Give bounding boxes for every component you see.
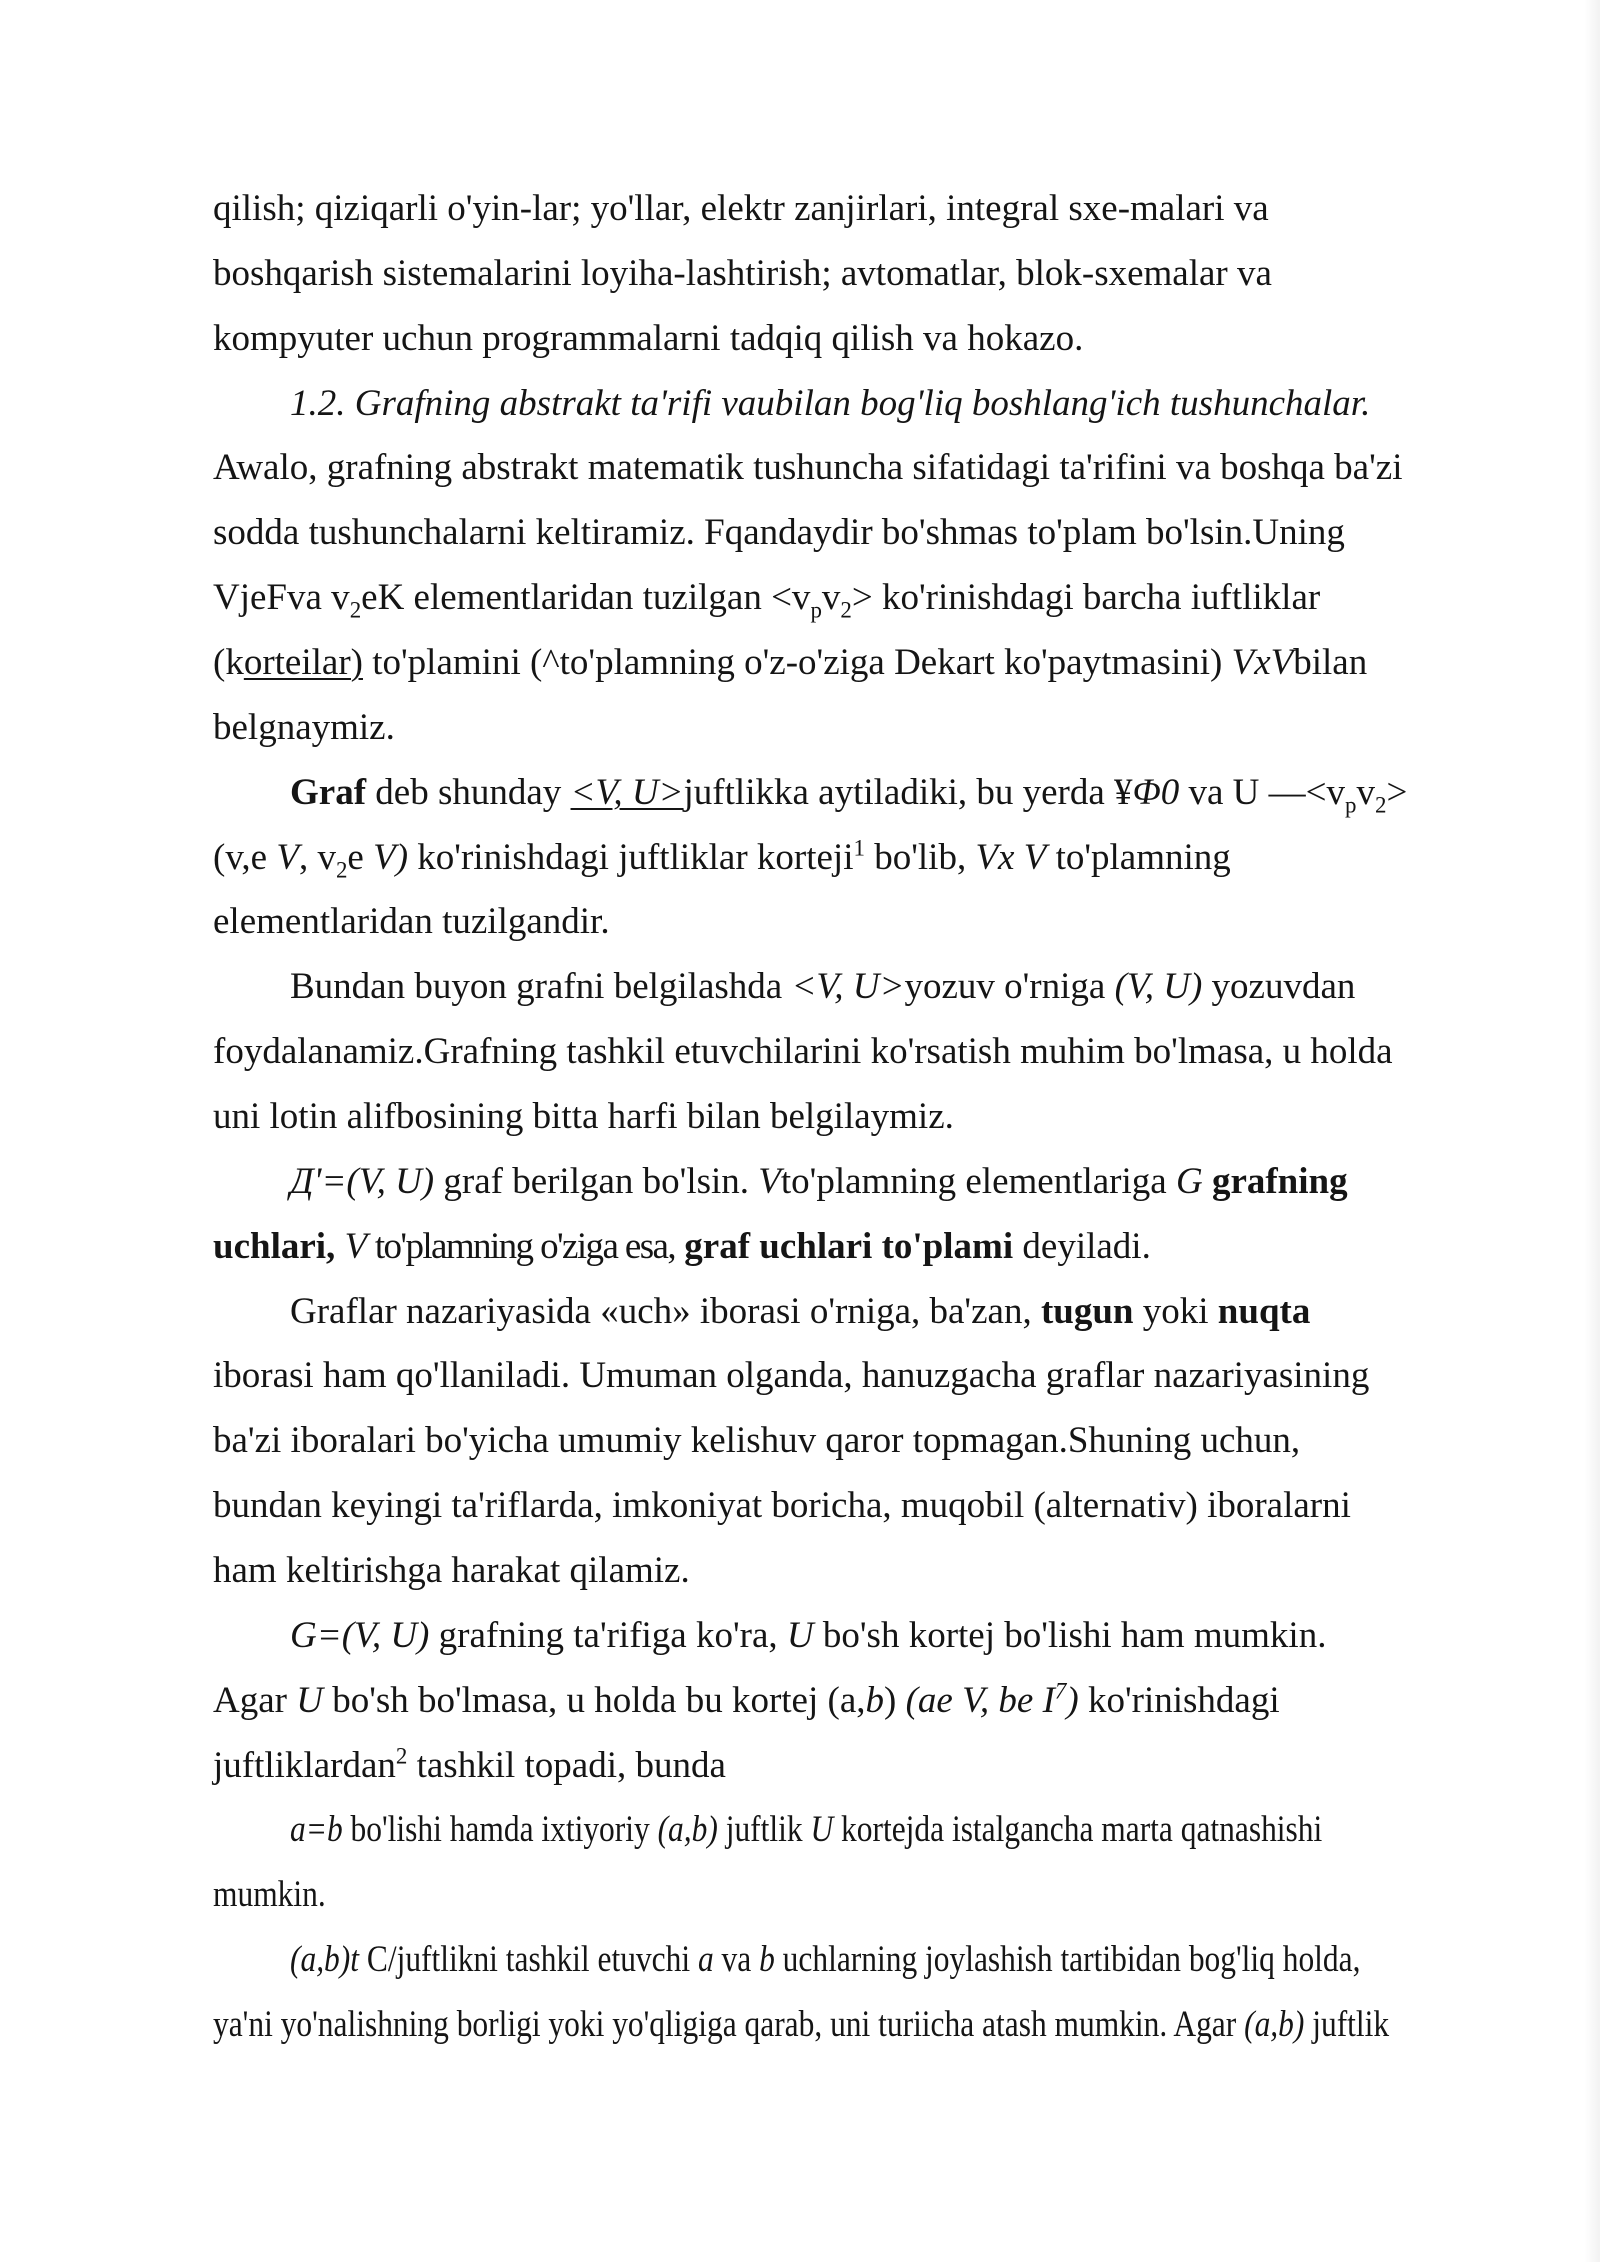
text-run: ko'rinishdagi juftliklar korteji	[408, 836, 854, 878]
text-run: > ko'rinishdagi barcha iuftliklar	[851, 577, 1321, 619]
condensed-text	[213, 1993, 1389, 2058]
math-notation: a	[697, 1939, 714, 1981]
text-line	[0, 177, 1600, 242]
bold-term: graf uchlari to'plami	[684, 1225, 1014, 1267]
condensed-text	[213, 1863, 326, 1928]
text-run	[675, 1226, 684, 1267]
text-run: eK elementlaridan tuzilgan <v	[361, 577, 811, 619]
body-text	[0, 177, 1600, 2058]
text-run: Awalo, grafning abstrakt matematik tushuncha sifatidagi ta'rifini va boshqa ba'zi	[213, 447, 1403, 489]
text-run: v	[821, 577, 841, 619]
text-run: bo'lib,	[864, 836, 976, 878]
text-run: to'plamning	[1046, 836, 1231, 878]
subscript: 2	[349, 597, 362, 623]
superscript: 7	[1054, 1678, 1067, 1704]
math-notation: VxV	[1231, 642, 1294, 684]
math-notation: (a,b)	[657, 1809, 718, 1851]
text-run	[1203, 1161, 1212, 1202]
text-run: bo'sh bo'lmasa, u holda bu kortej (a,	[322, 1679, 866, 1721]
text-run: bo'lishi hamda ixtiyoriy	[342, 1809, 658, 1851]
text-line	[0, 1409, 1600, 1474]
text-run: ya'ni yo'nalishning borligi yoki yo'qligiga qarab, uni turiicha atash mumkin. Agar	[213, 2004, 1245, 2046]
text-run: juftlik	[717, 1809, 811, 1851]
math-notation: G=(V, U)	[290, 1614, 430, 1656]
math-notation: V	[276, 836, 299, 878]
text-run: kortejda istalgancha marta qatnashishi	[833, 1809, 1323, 1851]
math-notation: Φ0	[1132, 771, 1180, 813]
section-heading-line	[0, 372, 1600, 437]
text-run: to'plamini (^to'plamning o'z-o'ziga Dekart ko'paytmasini)	[362, 642, 1232, 684]
footnote-marker: 2	[395, 1743, 408, 1769]
text-run: uchlarning joylashish tartibidan bog'liq holda,	[774, 1939, 1361, 1981]
math-notation: U	[786, 1614, 814, 1656]
math-notation: <V, U>	[791, 966, 905, 1008]
math-notation: V	[344, 1225, 368, 1267]
text-run: bundan keyingi ta'riflarda, imkoniyat boricha, muqobil (alternativ) iboralarni	[213, 1485, 1351, 1527]
text-line	[0, 566, 1600, 631]
text-line	[0, 1474, 1600, 1539]
text-run: sodda tushunchalarni keltiramiz. Fqandaydir bo'shmas to'plam bo'lsin.Uning	[213, 512, 1345, 554]
text-run: , v	[298, 836, 336, 878]
math-notation: )	[1066, 1679, 1079, 1721]
text-run: deyiladi.	[1013, 1225, 1151, 1267]
text-run: va U —<v	[1179, 771, 1345, 813]
math-notation: (ae V, be I	[905, 1679, 1055, 1721]
text-run: deb shunday	[366, 771, 571, 813]
text-line	[0, 631, 1600, 696]
math-notation: U	[810, 1809, 834, 1851]
condensed-text	[290, 1928, 1360, 1993]
math-notation: G	[1175, 1160, 1203, 1202]
text-line	[0, 1669, 1600, 1734]
text-line	[0, 1020, 1600, 1085]
math-notation: a=b	[290, 1809, 343, 1851]
text-line	[0, 436, 1600, 501]
text-run: )	[884, 1679, 906, 1721]
text-line	[0, 242, 1600, 307]
text-line	[0, 1928, 1600, 1993]
text-run: (v,e	[213, 836, 277, 878]
text-line	[0, 955, 1600, 1020]
text-run: elementlaridan tuzilgandir.	[213, 901, 610, 943]
subscript: 2	[335, 856, 348, 882]
text-run: yozuv o'rniga	[904, 966, 1115, 1008]
math-notation: b	[865, 1679, 884, 1721]
text-run: ba'zi iboralari bo'yicha umumiy kelishuv qaror topmagan.Shuning uchun,	[213, 1420, 1301, 1462]
text-run: >	[1386, 771, 1408, 813]
math-notation: V)	[373, 836, 409, 878]
text-run: graf berilgan bo'lsin.	[434, 1160, 759, 1202]
text-run: iborasi ham qo'llaniladi. Umuman olganda, hanuzgacha graflar nazariyasining	[213, 1355, 1370, 1397]
text-run: (k	[213, 642, 244, 684]
subscript: p	[810, 597, 822, 623]
bold-term: uchlari,	[213, 1225, 336, 1267]
text-run: mumkin.	[213, 1874, 326, 1916]
text-run: v	[1356, 771, 1375, 813]
text-run: tashkil topadi, bunda	[407, 1744, 726, 1786]
text-run: Agar	[213, 1679, 297, 1721]
text-line	[0, 696, 1600, 761]
subscript: p	[1345, 792, 1357, 818]
text-line	[0, 1150, 1600, 1215]
text-run: va	[713, 1939, 760, 1981]
footnote-marker: 1	[853, 835, 865, 861]
math-notation: V	[758, 1160, 781, 1202]
text-line	[0, 1734, 1600, 1799]
bold-term: grafning	[1211, 1160, 1348, 1202]
text-run: juftlikka aytiladiki, bu yerda ¥	[683, 771, 1133, 813]
text-line	[0, 1993, 1600, 2058]
text-run: boshqarish sistemalarini loyiha-lashtirish; avtomatlar, blok-sxemalar va	[213, 252, 1272, 294]
text-line	[0, 1798, 1600, 1863]
condensed-text	[290, 1798, 1322, 1863]
text-line	[0, 1863, 1600, 1928]
text-run: qilish; qiziqarli o'yin-lar; yo'llar, elektr zanjirlari, integral sxe-malari va	[213, 188, 1269, 229]
text-run: Bundan buyon grafni belgilashda	[290, 966, 792, 1008]
text-run	[335, 1226, 344, 1267]
text-line	[0, 1604, 1600, 1669]
bold-term: tugun	[1040, 1290, 1134, 1332]
text-line	[0, 890, 1600, 955]
text-run: juftlik	[1304, 2004, 1390, 2046]
text-line	[0, 826, 1600, 891]
text-run: ham keltirishga harakat qilamiz.	[213, 1550, 690, 1592]
math-notation: U	[296, 1679, 323, 1721]
text-run: yozuvdan	[1202, 966, 1356, 1008]
text-line	[0, 761, 1600, 826]
text-run: grafning ta'rifiga ko'ra,	[429, 1614, 787, 1656]
text-run: to'plamning elementlariga	[780, 1160, 1176, 1202]
subscript: 2	[840, 597, 852, 623]
text-line	[0, 1280, 1600, 1345]
text-run: uni lotin alifbosining bitta harfi bilan belgilaymiz.	[213, 1096, 954, 1138]
text-line	[0, 1085, 1600, 1150]
text-line	[0, 307, 1600, 372]
text-run: belgnaymiz.	[213, 706, 395, 748]
text-run: Graflar nazariyasida «uch» iborasi o'rniga, ba'zan,	[290, 1290, 1041, 1332]
math-notation: Д'=(V, U)	[290, 1160, 435, 1202]
text-run: yoki	[1133, 1290, 1218, 1332]
text-run: bo'sh kortej bo'lishi ham mumkin.	[813, 1614, 1327, 1656]
bold-term: Graf	[290, 771, 367, 813]
text-run: VjeFva v	[213, 577, 350, 619]
text-line	[0, 1215, 1600, 1280]
math-notation: b	[759, 1939, 775, 1981]
text-line	[0, 1539, 1600, 1604]
text-run: ko'rinishdagi	[1078, 1679, 1280, 1721]
text-run: e	[347, 836, 374, 878]
text-run: foydalanamiz.Grafning tashkil etuvchilarini ko'rsatish muhim bo'lmasa, u holda	[213, 1031, 1393, 1073]
section-heading: 1.2. Grafning abstrakt ta'rifi vaubilan bog'liq boshlang'ich tushunchalar.	[290, 382, 1371, 424]
bold-term: nuqta	[1217, 1290, 1311, 1332]
math-notation: (a,b)t	[290, 1939, 360, 1981]
math-notation: (a,b)	[1244, 2004, 1305, 2046]
text-run: to'plamning o'ziga esa,	[367, 1225, 676, 1267]
text-line	[0, 1344, 1600, 1409]
text-run: bilan	[1293, 642, 1368, 684]
math-notation: Vx V	[975, 836, 1047, 878]
text-run: kompyuter uchun programmalarni tadqiq qilish va hokazo.	[213, 317, 1084, 359]
text-run: juftliklardan	[213, 1744, 396, 1786]
text-run: C/juftlikni tashkil etuvchi	[359, 1939, 698, 1981]
subscript: 2	[1374, 792, 1387, 818]
math-notation: (V, U)	[1114, 966, 1203, 1008]
math-notation: <V, U>	[570, 771, 684, 813]
underlined-run: orteilar)	[243, 642, 363, 684]
text-line	[0, 501, 1600, 566]
